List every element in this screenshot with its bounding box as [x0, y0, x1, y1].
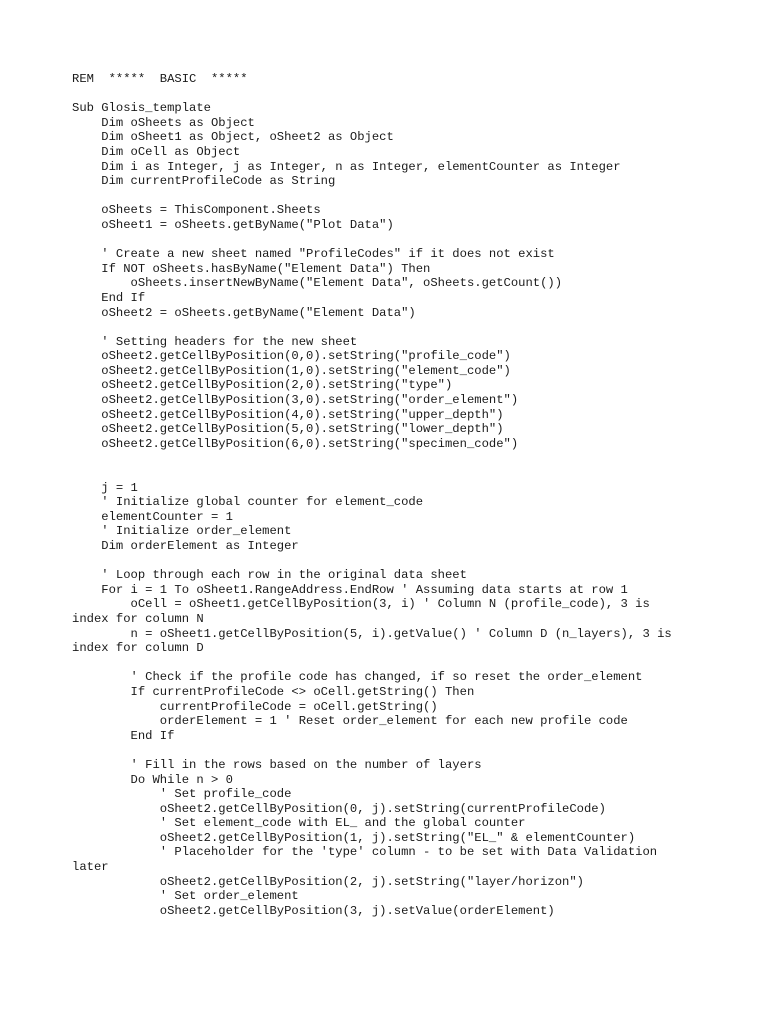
code-line: REM ***** BASIC *****: [72, 72, 248, 86]
code-line: Dim oCell as Object: [72, 144, 241, 159]
code-line: oSheets.insertNewByName("Element Data", oSheets.getCount()): [72, 276, 563, 291]
code-line: oCell = oSheet1.getCellByPosition(3, i) ' Column N (profile_code), 3 is: [72, 597, 650, 612]
code-line: [72, 743, 702, 758]
code-line: ' Setting headers for the new sheet: [72, 334, 358, 349]
code-line: End If: [72, 290, 146, 305]
code-line: [72, 554, 702, 569]
code-line: oSheet1 = oSheets.getByName("Plot Data"): [72, 217, 394, 232]
code-line: Sub Glosis_template: [72, 101, 211, 116]
code-line: index for column D: [72, 641, 204, 656]
code-line: Dim currentProfileCode as String: [72, 174, 336, 189]
code-line: [72, 320, 702, 335]
code-line: End If: [72, 728, 175, 743]
code-line: Do While n > 0: [72, 772, 233, 787]
code-line: If NOT oSheets.hasByName("Element Data") Then: [72, 261, 431, 276]
code-line: j = 1: [72, 480, 138, 495]
code-line: [72, 87, 702, 102]
code-line: oSheet2.getCellByPosition(5,0).setString("lower_depth"): [72, 422, 504, 437]
code-line: elementCounter = 1: [72, 509, 233, 524]
code-line: Dim oSheets as Object: [72, 115, 255, 130]
code-line: ' Set profile_code: [72, 787, 292, 802]
code-line: currentProfileCode = oCell.getString(): [72, 699, 438, 714]
code-line: orderElement = 1 ' Reset order_element for each new profile code: [72, 714, 628, 729]
code-line: oSheet2.getCellByPosition(0,0).setString("profile_code"): [72, 349, 511, 364]
code-line: ' Fill in the rows based on the number of layers: [72, 757, 482, 772]
code-line: If currentProfileCode <> oCell.getString() Then: [72, 684, 475, 699]
code-line: oSheet2.getCellByPosition(6,0).setString("specimen_code"): [72, 436, 519, 451]
code-line: oSheet2.getCellByPosition(3,0).setString("order_element"): [72, 393, 519, 408]
code-line: oSheet2.getCellByPosition(2,0).setString("type"): [72, 378, 453, 393]
code-line: For i = 1 To oSheet1.RangeAddress.EndRow ' Assuming data starts at row 1: [72, 582, 628, 597]
code-line: n = oSheet1.getCellByPosition(5, i).getValue() ' Column D (n_layers), 3 is: [72, 626, 672, 641]
code-line: [72, 451, 702, 466]
code-line: oSheet2.getCellByPosition(2, j).setString("layer/horizon"): [72, 874, 584, 889]
code-line: oSheet2.getCellByPosition(1,0).setString("element_code"): [72, 363, 511, 378]
code-line: ' Create a new sheet named "ProfileCodes" if it does not exist: [72, 247, 555, 262]
code-line: ' Set order_element: [72, 889, 299, 904]
code-line: [72, 466, 702, 481]
code-line: oSheet2.getCellByPosition(0, j).setString(currentProfileCode): [72, 801, 606, 816]
code-line: ' Loop through each row in the original data sheet: [72, 568, 467, 583]
code-listing: [72, 72, 702, 918]
code-line: oSheets = ThisComponent.Sheets: [72, 203, 321, 218]
code-line: oSheet2 = oSheets.getByName("Element Data"): [72, 305, 416, 320]
code-line: ' Initialize order_element: [72, 524, 292, 539]
code-line: oSheet2.getCellByPosition(3, j).setValue(orderElement): [72, 903, 555, 918]
code-line: [72, 233, 702, 248]
code-line: later: [72, 860, 109, 875]
code-line: index for column N: [72, 611, 204, 626]
code-line: Dim oSheet1 as Object, oSheet2 as Object: [72, 130, 394, 145]
code-line: [72, 656, 702, 671]
code-line: oSheet2.getCellByPosition(4,0).setString("upper_depth"): [72, 407, 504, 422]
code-line: ' Set element_code with EL_ and the global counter: [72, 816, 526, 831]
code-line: [72, 189, 702, 204]
code-line: oSheet2.getCellByPosition(1, j).setString("EL_" & elementCounter): [72, 830, 636, 845]
code-line: Dim i as Integer, j as Integer, n as Integer, elementCounter as Integer: [72, 159, 621, 174]
code-line: ' Initialize global counter for element_code: [72, 495, 424, 510]
code-line: ' Placeholder for the 'type' column - to be set with Data Validation: [72, 845, 658, 860]
code-line: Dim orderElement as Integer: [72, 539, 299, 553]
code-line: ' Check if the profile code has changed, if so reset the order_element: [72, 670, 643, 685]
